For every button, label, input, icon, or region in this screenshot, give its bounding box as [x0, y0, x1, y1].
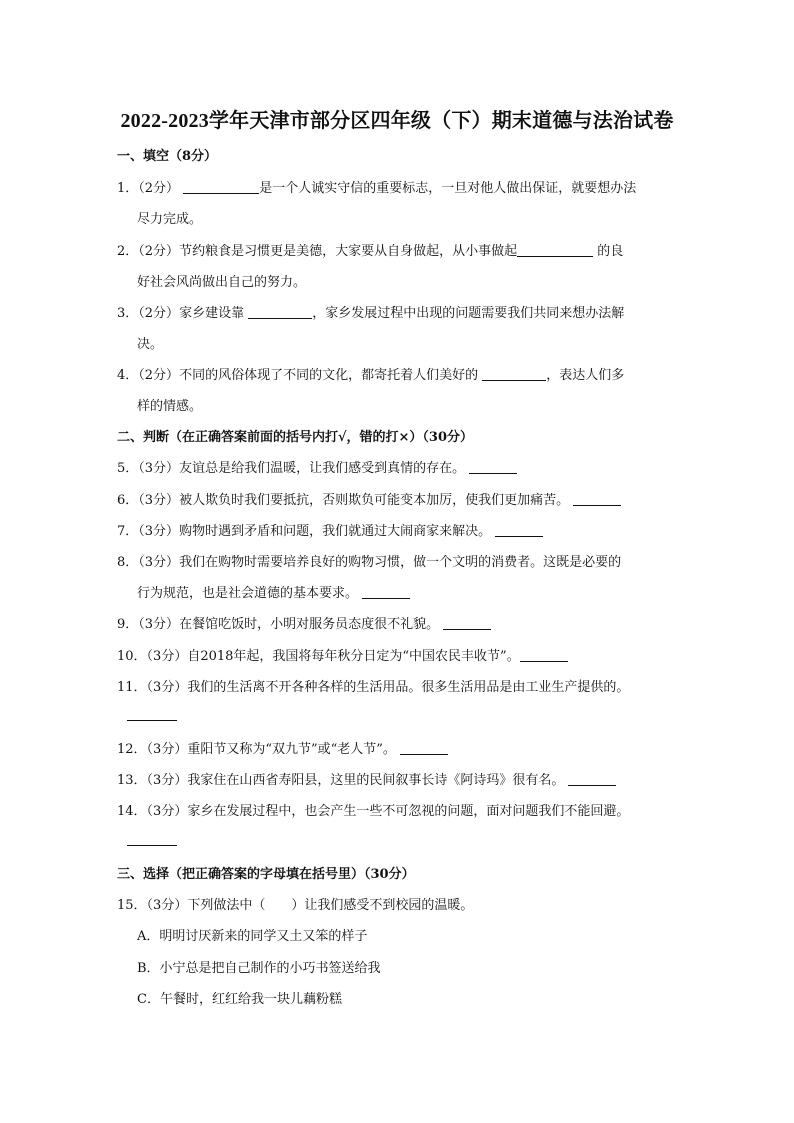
- section-heading-fill-in: 一、填空（8分）: [117, 149, 218, 164]
- question-9: [117, 613, 683, 632]
- question-text: 我们的生活离不开各种各样的生活用品。很多生活用品是由工业生产提供的。: [187, 680, 630, 695]
- question-text: 重阳节又称为“双九节”或“老人节”。: [187, 742, 396, 757]
- answer-blank[interactable]: [495, 524, 543, 537]
- question-score: （3分）: [146, 680, 188, 695]
- question-text: 自2018年起，我国将每年秋分日定为“中国农民丰收节”。: [187, 649, 520, 664]
- question-1: [117, 177, 683, 196]
- answer-blank[interactable]: [568, 773, 616, 786]
- question-score: （3分）: [146, 742, 188, 757]
- question-number: 12．: [117, 742, 147, 757]
- question-score: （2分）: [138, 306, 180, 321]
- question-11: [117, 676, 683, 695]
- question-score: （2分）: [138, 244, 180, 259]
- question-text: 在餐馆吃饭时，小明对服务员态度很不礼貌。: [179, 617, 440, 632]
- question-3: [117, 302, 683, 321]
- question-score: （3分）: [138, 524, 180, 539]
- question-number: 13．: [117, 773, 147, 788]
- answer-blank[interactable]: [183, 181, 259, 194]
- question-4: [117, 364, 683, 383]
- exam-title: 2022-2023学年天津市部分区四年级（下）期末道德与法治试卷: [120, 110, 674, 132]
- question-text: 我们在购物时需要培养良好的购物习惯，做一个文明的消费者。这既是必要的: [179, 555, 622, 570]
- question-12: [117, 738, 683, 757]
- question-score: （2分）: [138, 181, 180, 196]
- question-text: 我家住在山西省寿阳县，这里的民间叙事长诗《阿诗玛》很有名。: [187, 773, 565, 788]
- question-score: （3分）: [146, 804, 188, 819]
- question-5: [117, 457, 683, 476]
- question-text-end: ，家乡发展过程中出现的问题需要我们共同来想办法解: [312, 306, 625, 321]
- question-1-continuation: 尽力完成。: [137, 212, 203, 227]
- question-text: 被人欺负时我们要抵抗，否则欺负可能变本加厉，使我们更加痛苦。: [179, 493, 570, 508]
- question-text: 是一个人诚实守信的重要标志，一旦对他人做出保证，就要想办法: [259, 181, 637, 196]
- question-6: [117, 489, 683, 508]
- question-14: [117, 800, 683, 819]
- question-number: 6．: [117, 493, 139, 508]
- question-13: [117, 769, 683, 788]
- question-text: 家乡建设靠: [179, 306, 249, 321]
- question-score: （2分）: [138, 368, 180, 383]
- question-text: 友谊总是给我们温暖，让我们感受到真情的存在。: [179, 461, 466, 476]
- answer-blank[interactable]: [469, 461, 517, 474]
- answer-blank[interactable]: [248, 306, 312, 319]
- choice-option-a[interactable]: A．明明讨厌新来的同学又土又笨的样子: [137, 929, 368, 944]
- question-15: [117, 894, 683, 913]
- question-number: 1．: [117, 181, 139, 196]
- answer-blank[interactable]: [362, 586, 410, 599]
- question-score: （3分）: [138, 493, 180, 508]
- section-heading-true-false: 二、判断（在正确答案前面的括号内打√，错的打×）（30分）: [117, 430, 474, 445]
- answer-blank[interactable]: [400, 742, 448, 755]
- question-number: 2．: [117, 244, 139, 259]
- question-text: 购物时遇到矛盾和问题，我们就通过大闹商家来解决。: [179, 524, 492, 539]
- question-score: （3分）: [138, 617, 180, 632]
- question-number: 3．: [117, 306, 139, 321]
- question-10: [117, 645, 683, 664]
- question-score: （3分）: [146, 649, 188, 664]
- answer-blank[interactable]: [127, 845, 177, 846]
- answer-blank[interactable]: [573, 493, 621, 506]
- answer-blank[interactable]: [443, 617, 491, 630]
- question-text: 不同的风俗体现了不同的文化，都寄托着人们美好的: [179, 368, 483, 383]
- question-score: （3分）: [138, 555, 180, 570]
- question-number: 7．: [117, 524, 139, 539]
- choice-option-c[interactable]: C．午餐时，红红给我一块儿藕粉糕: [137, 992, 342, 1007]
- section-heading-multiple-choice: 三、选择（把正确答案的字母填在括号里）（30分）: [117, 867, 415, 882]
- answer-blank[interactable]: [520, 649, 568, 662]
- question-number: 10．: [117, 649, 147, 664]
- question-8-continuation: [137, 582, 410, 601]
- choice-option-b[interactable]: B．小宁总是把自己制作的小巧书签送给我: [137, 961, 381, 976]
- question-score: （3分）: [138, 461, 180, 476]
- question-8: [117, 551, 683, 570]
- question-2-continuation: 好社会风尚做出自己的努力。: [137, 275, 307, 290]
- question-text: 节约粮食是习惯更是美德，大家要从自身做起，从小事做起: [179, 244, 518, 259]
- question-number: 11．: [117, 680, 147, 695]
- question-text: 下列做法中（ ）让我们感受不到校园的温暖。: [187, 898, 474, 913]
- question-number: 5．: [117, 461, 139, 476]
- answer-blank[interactable]: [517, 244, 593, 257]
- question-7: [117, 520, 683, 539]
- question-3-continuation: 决。: [137, 337, 164, 352]
- question-number: 4．: [117, 368, 139, 383]
- answer-blank[interactable]: [482, 368, 546, 381]
- question-score: （3分）: [146, 898, 188, 913]
- question-text-end: 的良: [593, 244, 624, 259]
- question-number: 15．: [117, 898, 147, 913]
- question-4-continuation: 样的情感。: [137, 399, 203, 414]
- question-text-end: ，表达人们多: [546, 368, 625, 383]
- question-2: [117, 240, 683, 259]
- question-text: 家乡在发展过程中，也会产生一些不可忽视的问题，面对问题我们不能回避。: [187, 804, 630, 819]
- question-number: 9．: [117, 617, 139, 632]
- question-text: 行为规范，也是社会道德的基本要求。: [137, 586, 359, 601]
- question-number: 8．: [117, 555, 139, 570]
- answer-blank[interactable]: [127, 720, 177, 721]
- question-score: （3分）: [146, 773, 188, 788]
- question-number: 14．: [117, 804, 147, 819]
